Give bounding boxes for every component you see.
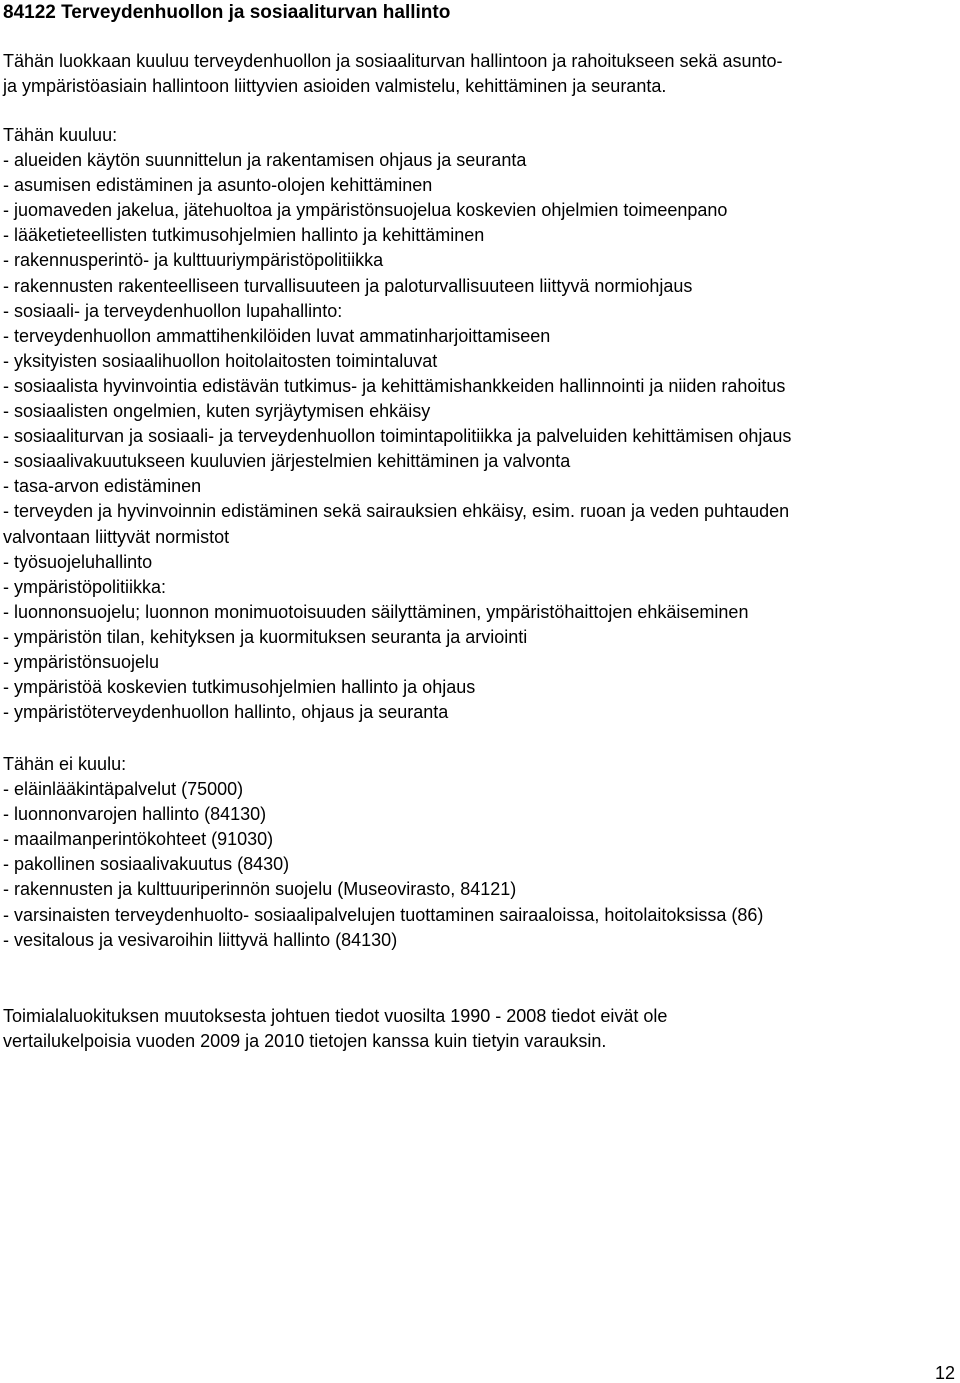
- includes-item: - työsuojeluhallinto: [3, 551, 153, 572]
- includes-item: - juomaveden jakelua, jätehuoltoa ja ympäristönsuojelua koskevien ohjelmien toimeenpano: [3, 200, 728, 221]
- includes-item: - asumisen edistäminen ja asunto-olojen kehittäminen: [3, 175, 433, 196]
- includes-item: - yksityisten sosiaalihuollon hoitolaitosten toimintaluvat: [3, 350, 438, 371]
- intro-paragraph: [3, 49, 953, 99]
- intro-line: Tähän luokkaan kuuluu terveydenhuollon ja sosiaaliturvan hallintoon ja rahoitukseen sekä asunto-: [3, 51, 783, 71]
- includes-item: - sosiaali- ja terveydenhuollon lupahallinto:: [3, 300, 343, 321]
- includes-section: [3, 123, 959, 725]
- excludes-item: - vesitalous ja vesivaroihin liittyvä hallinto (84130): [3, 929, 398, 950]
- includes-label: Tähän kuuluu:: [3, 125, 118, 145]
- excludes-label: Tähän ei kuulu:: [3, 754, 127, 774]
- section-heading: 84122 Terveydenhuollon ja sosiaaliturvan hallinto: [3, 2, 451, 23]
- includes-item: - alueiden käytön suunnittelun ja rakentamisen ohjaus ja seuranta: [3, 150, 527, 171]
- note-line: Toimialaluokituksen muutoksesta johtuen tiedot vuosilta 1990 - 2008 tiedot eivät ole: [3, 1006, 668, 1026]
- includes-item: - sosiaalisten ongelmien, kuten syrjäytymisen ehkäisy: [3, 401, 431, 422]
- includes-item: - sosiaalivakuutukseen kuuluvien järjestelmien kehittäminen ja valvonta: [3, 451, 571, 472]
- includes-item: - terveydenhuollon ammattihenkilöiden luvat ammatinharjoittamiseen: [3, 325, 551, 346]
- includes-item: - ympäristöpolitiikka:: [3, 576, 167, 597]
- page-number: 12: [934, 1363, 955, 1383]
- includes-item: - lääketieteellisten tutkimusohjelmien hallinto ja kehittäminen: [3, 225, 485, 246]
- excludes-item: - pakollinen sosiaalivakuutus (8430): [3, 854, 290, 875]
- includes-item: - ympäristönsuojelu: [3, 651, 160, 672]
- includes-item: - ympäristön tilan, kehityksen ja kuormituksen seuranta ja arviointi: [3, 626, 528, 647]
- includes-item: - sosiaalista hyvinvointia edistävän tutkimus- ja kehittämishankkeiden hallinnointi ja niiden rahoitus: [3, 375, 786, 396]
- includes-item: - ympäristöä koskevien tutkimusohjelmien hallinto ja ohjaus: [3, 677, 476, 698]
- includes-item: - tasa-arvon edistäminen: [3, 476, 202, 497]
- includes-item: - rakennusperintö- ja kulttuuriympäristöpolitiikka: [3, 250, 384, 271]
- excludes-section: [3, 752, 959, 953]
- excludes-item: - rakennusten ja kulttuuriperinnön suojelu (Museovirasto, 84121): [3, 879, 517, 900]
- excludes-item: - varsinaisten terveydenhuolto- sosiaalipalvelujen tuottaminen sairaaloissa, hoitolaitoksissa (86): [3, 904, 764, 925]
- includes-item: - ympäristöterveydenhuollon hallinto, ohjaus ja seuranta: [3, 702, 449, 723]
- includes-item-continuation: valvontaan liittyvät normistot: [3, 526, 230, 547]
- includes-item: - sosiaaliturvan ja sosiaali- ja terveydenhuollon toimintapolitiikka ja palveluiden kehittämisen ohjaus: [3, 426, 792, 447]
- excludes-item: - luonnonvarojen hallinto (84130): [3, 804, 267, 825]
- excludes-item: - eläinlääkintäpalvelut (75000): [3, 779, 244, 800]
- note-line: vertailukelpoisia vuoden 2009 ja 2010 tietojen kanssa kuin tietyin varauksin.: [3, 1031, 607, 1052]
- classification-note: [3, 1004, 959, 1055]
- excludes-item: - maailmanperintökohteet (91030): [3, 829, 274, 850]
- includes-item: - rakennusten rakenteelliseen turvallisuuteen ja paloturvallisuuteen liittyvä normiohjaus: [3, 275, 693, 296]
- includes-item: - luonnonsuojelu; luonnon monimuotoisuuden säilyttäminen, ympäristöhaittojen ehkäiseminen: [3, 601, 749, 622]
- intro-line: ja ympäristöasiain hallintoon liittyvien asioiden valmistelu, kehittäminen ja seuranta.: [3, 76, 667, 96]
- includes-item: - terveyden ja hyvinvoinnin edistäminen sekä sairauksien ehkäisy, esim. ruoan ja veden puhtauden: [3, 501, 790, 522]
